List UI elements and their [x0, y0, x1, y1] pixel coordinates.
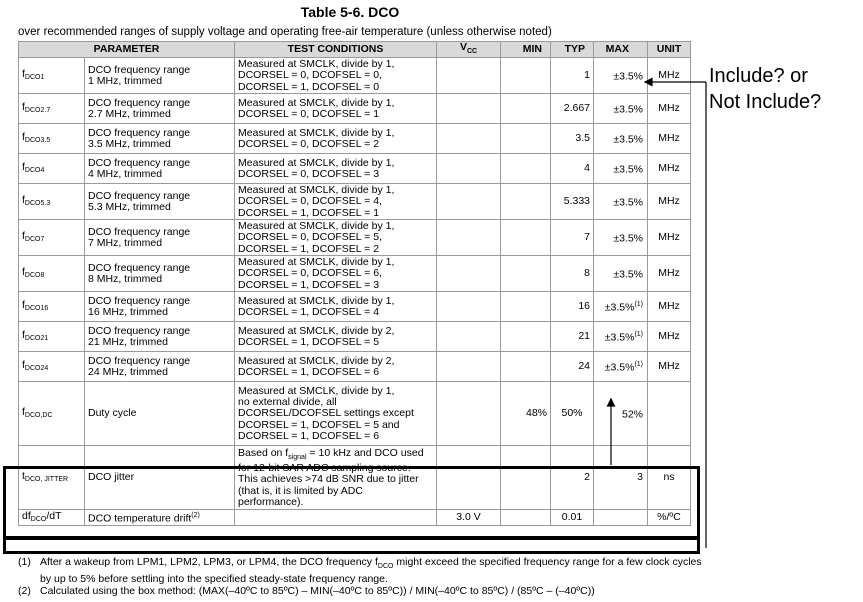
header-unit: UNIT	[648, 42, 691, 58]
symbol-cell: $f_{DCO1}$	[19, 58, 85, 94]
unit-cell: MHz	[648, 352, 691, 382]
annotation-text: Include? or Not Include?	[709, 65, 822, 113]
parameter-cell: DCO frequency range 7 MHz, trimmed	[85, 220, 235, 256]
symbol-cell: $t_{DCO, JITTER}$	[19, 446, 85, 510]
table-title: Table 5-6. DCO	[300, 4, 400, 20]
max-cell: ±3.5%	[594, 220, 648, 256]
parameter-cell: DCO frequency range 24 MHz, trimmed	[85, 352, 235, 382]
header-min: MIN	[501, 42, 551, 58]
table-subtitle: over recommended ranges of supply voltage and operating free-air temperature (unless otherwise noted)	[18, 26, 552, 38]
typ-cell: 50%	[551, 382, 594, 446]
max-cell: ±3.5%	[594, 154, 648, 184]
header-max: MAX	[594, 42, 648, 58]
parameter-cell: DCO frequency range 8 MHz, trimmed	[85, 256, 235, 292]
conditions-cell: Measured at SMCLK, divide by 1, DCORSEL = 0, DCOFSEL = 0, DCORSEL = 1, DCOFSEL = 0	[235, 58, 437, 94]
typ-cell: 4	[551, 154, 594, 184]
conditions-cell: Measured at SMCLK, divide by 1, DCORSEL = 0, DCOFSEL = 3	[235, 154, 437, 184]
max-cell: ±3.5%	[594, 184, 648, 220]
conditions-cell: Measured at SMCLK, divide by 1, DCORSEL = 1, DCOFSEL = 4	[235, 292, 437, 322]
max-cell: ±3.5%	[594, 58, 648, 94]
parameter-cell: DCO frequency range 4 MHz, trimmed	[85, 154, 235, 184]
symbol-cell: $f_{DCO7}$	[19, 220, 85, 256]
unit-cell: MHz	[648, 220, 691, 256]
header-parameter: PARAMETER	[19, 42, 235, 58]
typ-cell: 1	[551, 58, 594, 94]
typ-cell: 3.5	[551, 124, 594, 154]
max-cell: 52%	[594, 382, 648, 446]
arrow-head-up	[608, 399, 615, 406]
typ-cell: 8	[551, 256, 594, 292]
typ-cell: 24	[551, 352, 594, 382]
typ-cell: 2	[551, 446, 594, 510]
max-cell: ±3.5%$^{(1)}$	[594, 322, 648, 352]
conditions-cell: Measured at SMCLK, divide by 1, DCORSEL = 0, DCOFSEL = 2	[235, 124, 437, 154]
typ-cell: 5.333	[551, 184, 594, 220]
conditions-cell: Measured at SMCLK, divide by 1, no external divide, all DCORSEL/DCOFSEL settings except DCORSEL = 1, DCOFSEL = 5 and DCORSEL = 1, DCOFSEL = 6	[235, 382, 437, 446]
typ-cell: 7	[551, 220, 594, 256]
parameter-cell: DCO jitter	[85, 446, 235, 510]
max-cell: ±3.5%$^{(1)}$	[594, 292, 648, 322]
header-vcc: $V_{CC}$	[437, 42, 501, 58]
header-test-conditions: TEST CONDITIONS	[235, 42, 437, 58]
typ-cell: 0.01	[551, 510, 594, 526]
symbol-cell: $f_{DCO24}$	[19, 352, 85, 382]
footnote: (1) After a wakeup from LPM1, LPM2, LPM3, or LPM4, the DCO frequency $f_{DCO}$ might exceed the specified frequency range for a few clock cycles by up to 5% before settling into the specified steady-state frequency range.	[18, 556, 702, 586]
symbol-cell: $f_{DCO2.7}$	[19, 94, 85, 124]
symbol-cell: $f_{DCO8}$	[19, 256, 85, 292]
vcc-cell: 3.0 V	[437, 510, 501, 526]
symbol-cell: $f_{DCO,DC}$	[19, 382, 85, 446]
max-cell: ±3.5%	[594, 256, 648, 292]
conditions-cell: Measured at SMCLK, divide by 1, DCORSEL = 0, DCOFSEL = 6, DCORSEL = 1, DCOFSEL = 3	[235, 256, 437, 292]
parameter-cell: DCO frequency range 16 MHz, trimmed	[85, 292, 235, 322]
header-typ: TYP	[551, 42, 594, 58]
min-cell: 48%	[501, 382, 551, 446]
conditions-cell: Based on $f_{signal} = 10$ kHz and DCO used for 12-bit SAR ADC sampling source. This achieves >74 dB SNR due to jitter (that is, it is limited by ADC performance).	[235, 446, 437, 510]
arrow-head-left	[645, 79, 652, 86]
parameter-cell: DCO frequency range 3.5 MHz, trimmed	[85, 124, 235, 154]
unit-cell: MHz	[648, 292, 691, 322]
unit-cell: MHz	[648, 58, 691, 94]
symbol-cell: $f_{DCO3.5}$	[19, 124, 85, 154]
typ-cell: 21	[551, 322, 594, 352]
unit-cell: MHz	[648, 184, 691, 220]
parameter-cell: Duty cycle	[85, 382, 235, 446]
footnote: (2) Calculated using the box method: (MAX(–40ºC to 85ºC) – MIN(–40ºC to 85ºC)) / MIN(–40ºC to 85ºC) / (85ºC – (–40ºC))	[18, 585, 595, 598]
conditions-cell: Measured at SMCLK, divide by 1, DCORSEL = 0, DCOFSEL = 1	[235, 94, 437, 124]
symbol-cell: $f_{DCO16}$	[19, 292, 85, 322]
unit-cell: %/ºC	[648, 510, 691, 526]
typ-cell: 2.667	[551, 94, 594, 124]
symbol-cell: $df_{DCO}/dT$	[19, 510, 85, 526]
unit-cell: MHz	[648, 94, 691, 124]
parameter-cell: DCO frequency range 2.7 MHz, trimmed	[85, 94, 235, 124]
conditions-cell: Measured at SMCLK, divide by 1, DCORSEL = 0, DCOFSEL = 4, DCORSEL = 1, DCOFSEL = 1	[235, 184, 437, 220]
unit-cell: MHz	[648, 154, 691, 184]
unit-cell: MHz	[648, 124, 691, 154]
unit-cell: MHz	[648, 256, 691, 292]
typ-cell: 16	[551, 292, 594, 322]
max-cell: 3	[594, 446, 648, 510]
parameter-cell: DCO temperature drift$^{(2)}$	[85, 510, 235, 526]
symbol-cell: $f_{DCO21}$	[19, 322, 85, 352]
max-cell: ±3.5%	[594, 94, 648, 124]
unit-cell: MHz	[648, 322, 691, 352]
max-cell: ±3.5%	[594, 124, 648, 154]
parameter-cell: DCO frequency range 21 MHz, trimmed	[85, 322, 235, 352]
symbol-cell: $f_{DCO5.3}$	[19, 184, 85, 220]
max-cell: ±3.5%$^{(1)}$	[594, 352, 648, 382]
conditions-cell: Measured at SMCLK, divide by 1, DCORSEL = 0, DCOFSEL = 5, DCORSEL = 1, DCOFSEL = 2	[235, 220, 437, 256]
unit-cell: ns	[648, 446, 691, 510]
parameter-cell: DCO frequency range 1 MHz, trimmed	[85, 58, 235, 94]
conditions-cell: Measured at SMCLK, divide by 2, DCORSEL = 1, DCOFSEL = 6	[235, 352, 437, 382]
conditions-cell: Measured at SMCLK, divide by 2, DCORSEL = 1, DCOFSEL = 5	[235, 322, 437, 352]
symbol-cell: $f_{DCO4}$	[19, 154, 85, 184]
parameter-cell: DCO frequency range 5.3 MHz, trimmed	[85, 184, 235, 220]
